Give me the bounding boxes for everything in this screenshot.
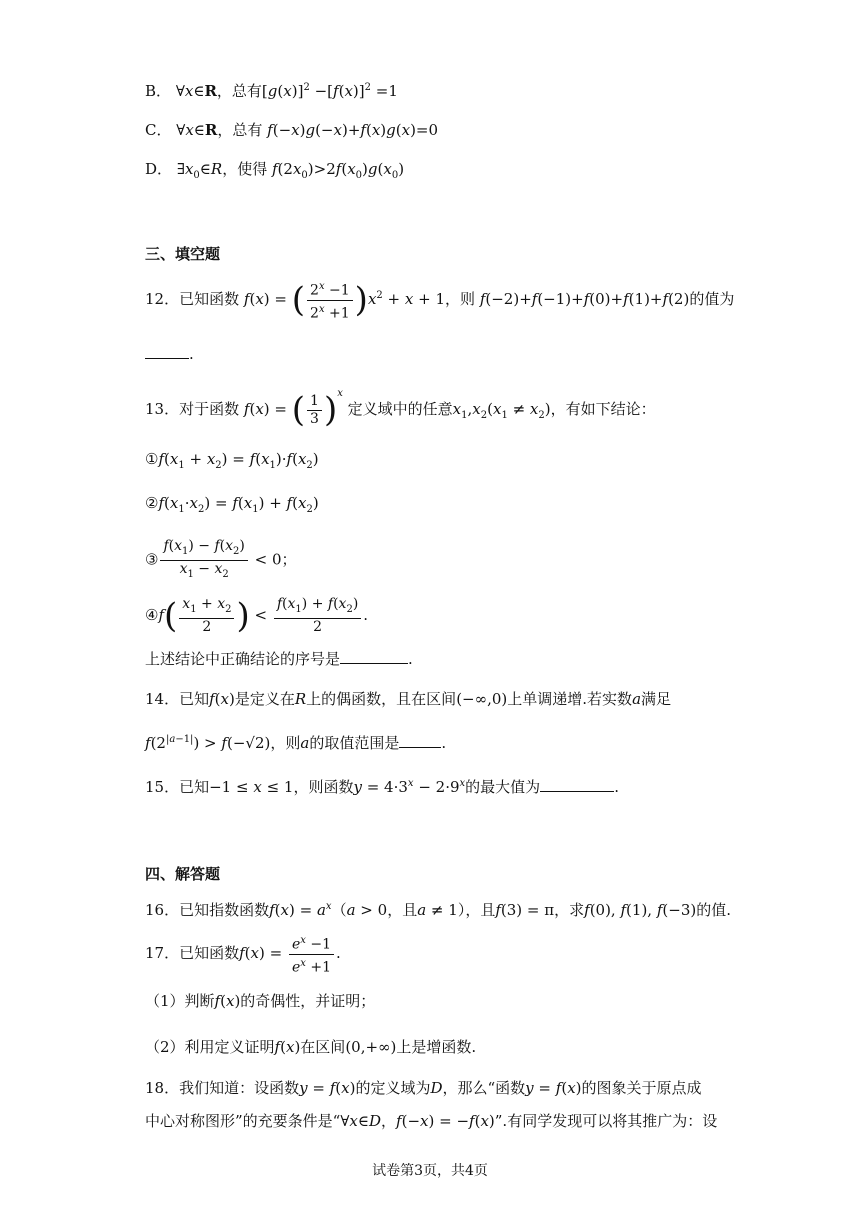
q13-conclusion-1: $①f(x_1 + x_2) = f(x_1)\cdot f(x_2)$ (145, 450, 319, 471)
option-d (145, 158, 404, 181)
page-footer: 试卷第3页，共4页 (372, 1163, 488, 1179)
text: 已知函数 (179, 944, 240, 963)
option-c-text: ∀x∈R，总有 f(−x)g(−x)+f(x)g(x)=0 (176, 121, 439, 139)
question-14-line-2: $f(2^{|a-1|}) > f(-√2)$，则a的取值范围是 . (145, 734, 447, 752)
circled-number: ① (145, 450, 159, 468)
answer-blank[interactable] (399, 733, 441, 748)
question-12-answer-line (145, 344, 194, 363)
text: . (614, 778, 619, 796)
text: 的最大值为 (465, 778, 541, 796)
question-17-part-1: （1）判断f(x)的奇偶性，并证明； (145, 992, 376, 1010)
question-number: 17． (145, 944, 180, 963)
text: 满足 (641, 690, 672, 708)
fraction: $\frac{e^x -1}{e^x +1}$ (289, 932, 334, 976)
text: 中心对称图形”的充要条件是“ (145, 1112, 341, 1130)
answer-blank[interactable] (340, 649, 408, 664)
text: 的定义域为 (355, 1079, 431, 1097)
option-c-label: C． (145, 121, 172, 139)
question-13: 13．对于函数 f(x) = ( $\frac{1}{3}$ )$^x$ 定义域中的任意$x_1,x_2(x_1 \ne x_2)$，有如下结论： (145, 388, 656, 430)
question-number: 15． (145, 778, 180, 796)
text: 上的偶函数，且在区间 (306, 690, 457, 708)
answer-blank[interactable] (145, 344, 189, 359)
q13-summary (145, 648, 413, 669)
text: （1）判断 (145, 992, 215, 1010)
text: 已知函数 (179, 290, 240, 309)
q13-conclusion-2: $②f(x_1\cdot x_2) = f(x_1) + f(x_2)$ (145, 494, 319, 515)
text: ， (381, 1112, 397, 1130)
answer-blank[interactable] (540, 777, 614, 792)
text: ，那么“函数 (442, 1079, 526, 1097)
circled-number: ④ (145, 605, 159, 624)
section-heading-fill-in: 三、填空题 (145, 245, 221, 263)
question-15: 15．已知−1 ≤ x ≤ 1，则函数$y = 4\cdot 3^x - 2\cdot 9^x$的最大值为 . (145, 778, 619, 796)
text: 已知指数函数 (179, 901, 270, 919)
question-number: 13． (145, 400, 180, 418)
question-number: 18． (145, 1079, 180, 1097)
text: 的取值范围是 (309, 734, 400, 752)
text: 的值. (696, 901, 732, 919)
section-heading-solve: 四、解答题 (145, 865, 221, 883)
text: . (336, 944, 341, 963)
q13-conclusion-4: ④f( $\frac{x_1 + x_2}{2}$ ) < $\frac{f(x_1) + f(x_2)}{2}$ . (145, 595, 369, 636)
question-12: 12．已知函数 f(x) = ( $\frac{2^x -1}{2^x +1}$ )$x^2 + x + 1$，则 f(−2)+f(−1)+f(0)+f(1)+f(2)的值为 (145, 278, 734, 322)
option-c (145, 119, 438, 140)
text: ，有如下结论： (550, 400, 656, 418)
text: . (441, 734, 447, 752)
text: 我们知道：设函数 (179, 1079, 300, 1097)
fraction: $\frac{f(x_1) - f(x_2)}{x_1 - x_2}$ (160, 538, 247, 583)
question-16: 16．已知指数函数$f(x) = a^x(a > 0$，且a ≠ 1），且f(3) = π，求f(0), f(1), f(−3)的值. (145, 901, 732, 919)
text: 是定义在 (234, 690, 295, 708)
question-18: 18．我们知道：设函数y = f(x)的定义域为D，那么“函数y = f(x)的图象关于原点成 (145, 1079, 702, 1097)
option-b (145, 80, 398, 101)
text: ，则函数 (293, 778, 354, 796)
text: . (189, 345, 194, 363)
option-b-label: B． (145, 82, 172, 100)
option-d-text: $\exists x_0\in R$，使得 $f(2x_0)>2f(x_0)g(x_0)$ (176, 160, 405, 181)
option-d-label: D． (145, 160, 173, 178)
text: ，求 (554, 901, 585, 919)
text: ，且 (387, 901, 418, 919)
question-14: 14．已知f(x)是定义在R上的偶函数，且在区间(−∞,0)上单调递增.若实数a满足 (145, 690, 672, 708)
fraction: $\frac{1}{3}$ (307, 393, 322, 428)
q13-conclusion-3: ③ $\frac{f(x_1) - f(x_2)}{x_1 - x_2}$ < 0； (145, 538, 297, 583)
text: . (408, 650, 413, 668)
text: 的奇偶性，并证明； (240, 992, 376, 1010)
text: ，则 (445, 290, 476, 309)
text: （ (331, 901, 347, 919)
question-17-part-2: （2）利用定义证明f(x)在区间(0,+∞)上是增函数. (145, 1038, 477, 1056)
text: 上是增函数. (396, 1038, 477, 1056)
question-17: 17．已知函数f(x) = $\frac{e^x -1}{e^x +1}$ . (145, 932, 341, 976)
fraction: $\frac{f(x_1) + f(x_2)}{2}$ (274, 596, 361, 636)
text: 上述结论中正确结论的序号是 (145, 650, 341, 668)
text: 对于函数 (179, 400, 240, 418)
question-number: 12． (145, 290, 180, 309)
question-number: 16． (145, 901, 180, 919)
text: 的图象关于原点成 (581, 1079, 702, 1097)
text: 上单调递增.若实数 (507, 690, 633, 708)
text: 已知 (179, 690, 210, 708)
option-b-text: ∀x∈R，总有$[g(x)]^2 -[f(x)]^2 =1$ (175, 82, 398, 100)
text: 的值为 (689, 290, 735, 309)
text: 定义域中的任意 (347, 400, 453, 418)
question-number: 14． (145, 690, 180, 708)
fraction: $\frac{x_1 + x_2}{2}$ (179, 596, 234, 636)
circled-number: ③ (145, 550, 159, 569)
text: ”.有同学发现可以将其推广为：设 (494, 1112, 718, 1130)
text: ），且 (457, 901, 496, 919)
circled-number: ② (145, 494, 159, 512)
question-18-line-2: 中心对称图形”的充要条件是“∀x∈D，f(−x) = −f(x)”.有同学发现可以将其推广为：设 (145, 1112, 718, 1130)
fraction: $\frac{2^x -1}{2^x +1}$ (307, 278, 353, 322)
text: ，则 (270, 734, 301, 752)
text: （2）利用定义证明 (145, 1038, 275, 1056)
text: 在区间 (300, 1038, 346, 1056)
text: 已知 (179, 778, 210, 796)
